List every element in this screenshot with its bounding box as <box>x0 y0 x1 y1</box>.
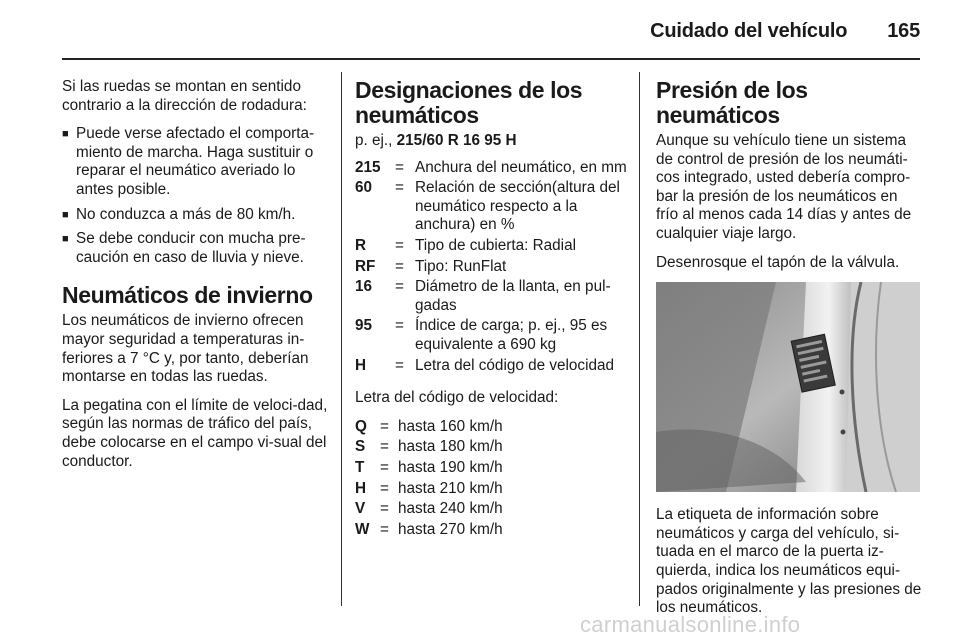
definition-row: H = Letra del código de velocidad <box>355 356 615 374</box>
column-divider-1 <box>341 72 342 606</box>
column-3 <box>656 78 922 628</box>
speed-code-intro: Letra del código de velocidad: <box>355 389 559 407</box>
warning-list <box>62 125 328 267</box>
speed-row: V = hasta 240 km/h <box>355 500 503 518</box>
definition-row: 215 = Anchura del neumático, en mm <box>355 158 627 176</box>
tire-pressure-paragraph: Aunque su vehículo tiene un sistema de control de presión de los neumáti-cos integrado, usted debería compro-bar la presión de los neumáticos en frío al menos cada 14 días y antes de cualquier viaje largo. <box>656 132 912 242</box>
speed-code-list <box>355 418 627 540</box>
intro-paragraph: Si las ruedas se montan en sentido contrario a la dirección de rodadura: <box>62 78 307 114</box>
page-number: 165 <box>887 20 920 42</box>
tire-pressure-heading: Presión de los neumáticos <box>656 77 808 128</box>
section-title: Cuidado del vehículo <box>650 20 848 42</box>
label-caption: La etiqueta de información sobre neumáticos y carga del vehículo, si-tuada en el marco de la puerta iz-quierda, indica los neumáticos equi-pados originalmente y las presiones de los neumáticos. <box>656 506 922 617</box>
winter-tires-heading: Neumáticos de invierno <box>62 282 313 309</box>
speed-row: W = hasta 270 km/h <box>355 520 503 538</box>
winter-tires-paragraph: Los neumáticos de invierno ofrecen mayor seguridad a temperaturas in-feriores a 7 °C y, por tanto, deberían montarse en todas las ruedas. <box>62 312 309 386</box>
list-item: ■ Puede verse afectado el comporta-miento de marcha. Haga sustituir o reparar el neumático averiado lo antes posible. <box>62 125 315 198</box>
speed-row: Q = hasta 160 km/h <box>355 417 503 435</box>
definition-row: R = Tipo de cubierta: Radial <box>355 236 576 254</box>
definition-row: 95 = Índice de carga; p. ej., 95 es equivalente a 690 kg <box>355 317 608 353</box>
page-header <box>650 20 920 43</box>
bullet-icon: ■ <box>62 208 69 221</box>
example-code: 215/60 R 16 95 H <box>396 132 517 149</box>
column-2 <box>355 78 627 553</box>
definition-row: 60 = Relación de sección(altura del neumático respecto a la anchura) en % <box>355 179 620 234</box>
speed-sticker-paragraph: La pegatina con el límite de veloci-dad, según las normas de tráfico del país, debe colocarse en el campo vi-sual del conductor. <box>62 396 328 470</box>
example-line: p. ej., 215/60 R 16 95 H <box>355 132 517 149</box>
list-item: ■ Se debe conducir con mucha pre-caución en caso de lluvia y nieve. <box>62 230 306 266</box>
valve-cap-instruction: Desenrosque el tapón de la válvula. <box>656 253 900 271</box>
bullet-icon: ■ <box>62 128 69 141</box>
speed-row: H = hasta 210 km/h <box>355 479 503 497</box>
bullet-icon: ■ <box>62 233 69 246</box>
header-rule <box>62 58 920 60</box>
definition-row: RF = Tipo: RunFlat <box>355 257 507 275</box>
column-divider-2 <box>639 72 640 606</box>
door-frame-photo <box>656 282 920 492</box>
list-item: ■ No conduzca a más de 80 km/h. <box>62 205 296 223</box>
definition-row: 16 = Diámetro de la llanta, en pul-gadas <box>355 278 611 314</box>
tire-designations-heading: Designaciones de los neumáticos <box>355 77 583 128</box>
speed-row: S = hasta 180 km/h <box>355 438 503 456</box>
speed-row: T = hasta 190 km/h <box>355 458 503 476</box>
designation-definitions <box>355 159 627 376</box>
column-1 <box>62 78 328 481</box>
watermark: carmanualsonline.info <box>580 612 801 637</box>
